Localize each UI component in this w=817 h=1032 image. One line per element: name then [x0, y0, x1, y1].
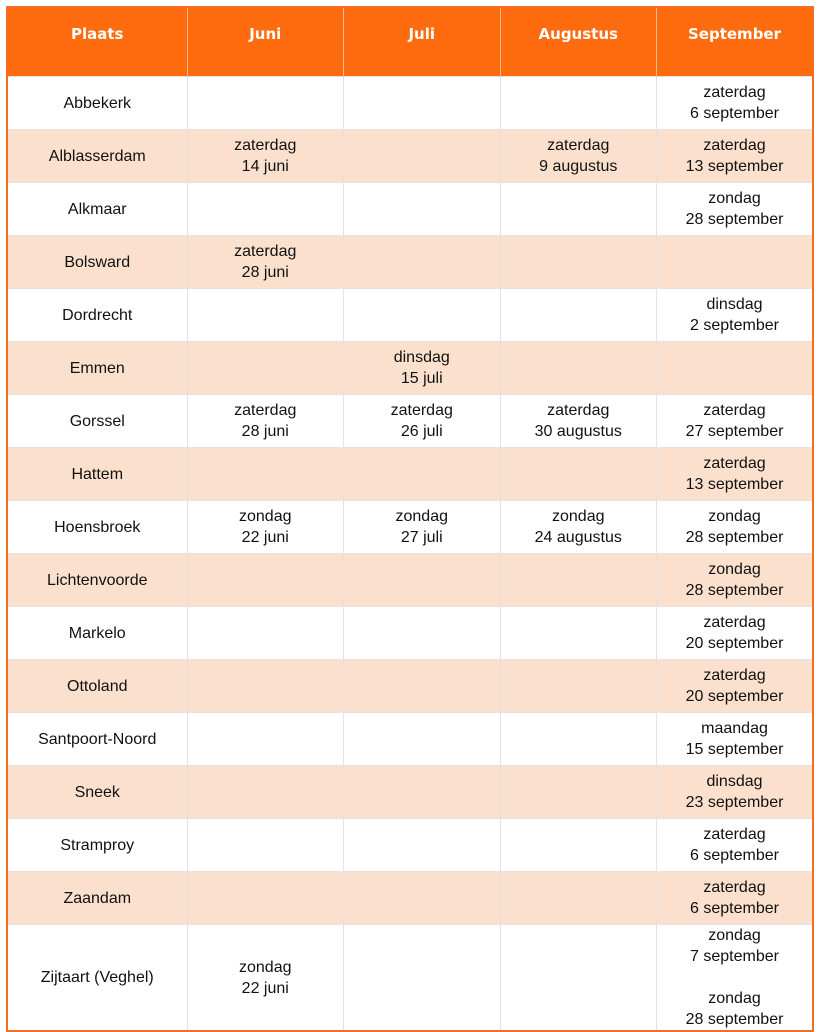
date-label: 13 september — [685, 476, 784, 493]
date-cell-juli — [344, 448, 501, 501]
date-cell-juli — [344, 77, 501, 130]
table-row — [7, 660, 813, 713]
place-cell: Stramproy — [7, 819, 187, 872]
date-entry — [657, 559, 812, 601]
header-row — [7, 7, 813, 77]
date-entry — [657, 82, 812, 124]
date-entry — [501, 506, 657, 548]
date-cell-augustus — [500, 77, 657, 130]
date-cell-augustus — [500, 554, 657, 607]
weekday-label: zondag — [239, 508, 292, 525]
date-cell-augustus — [500, 501, 657, 554]
date-cell-augustus — [500, 289, 657, 342]
table-row — [7, 766, 813, 819]
date-entry — [344, 347, 500, 389]
date-cell-augustus — [500, 236, 657, 289]
date-cell-augustus — [500, 819, 657, 872]
header-september: September — [657, 7, 814, 77]
place-cell: Hattem — [7, 448, 187, 501]
weekday-label: zaterdag — [703, 826, 766, 843]
date-cell-juli — [344, 342, 501, 395]
date-label: 15 september — [685, 741, 784, 758]
weekday-label: zaterdag — [703, 84, 766, 101]
place-cell: Dordrecht — [7, 289, 187, 342]
date-cell-juni — [187, 713, 344, 766]
date-cell-juni — [187, 395, 344, 448]
date-cell-juli — [344, 554, 501, 607]
date-cell-juli — [344, 130, 501, 183]
weekday-label: zaterdag — [234, 402, 297, 419]
date-cell-juni — [187, 766, 344, 819]
date-cell-augustus — [500, 766, 657, 819]
date-entry — [188, 241, 344, 283]
date-cell-juni — [187, 342, 344, 395]
date-label: 30 augustus — [534, 423, 622, 440]
weekday-label: zondag — [708, 508, 761, 525]
date-cell-juli — [344, 607, 501, 660]
place-cell: Bolsward — [7, 236, 187, 289]
table-row — [7, 448, 813, 501]
place-cell: Abbekerk — [7, 77, 187, 130]
date-label: 22 juni — [241, 529, 289, 546]
date-cell-juni — [187, 819, 344, 872]
date-cell-september — [657, 236, 814, 289]
date-entry — [657, 135, 812, 177]
date-cell-september — [657, 448, 814, 501]
date-entry — [344, 506, 500, 548]
date-label: 26 juli — [400, 423, 443, 440]
date-cell-juli — [344, 501, 501, 554]
place-cell: Lichtenvoorde — [7, 554, 187, 607]
date-cell-juli — [344, 183, 501, 236]
date-label: 24 augustus — [534, 529, 622, 546]
date-cell-augustus — [500, 183, 657, 236]
date-cell-juli — [344, 872, 501, 925]
weekday-label: maandag — [701, 720, 768, 737]
date-cell-juni — [187, 130, 344, 183]
table-row — [7, 183, 813, 236]
date-cell-augustus — [500, 872, 657, 925]
date-cell-juli — [344, 819, 501, 872]
place-cell: Zijtaart (Veghel) — [7, 925, 187, 1032]
table-row — [7, 236, 813, 289]
date-entry — [344, 400, 500, 442]
date-entry — [657, 400, 812, 442]
place-cell: Santpoort-Noord — [7, 713, 187, 766]
date-entry — [188, 506, 344, 548]
weekday-label: dinsdag — [393, 349, 450, 366]
date-cell-september — [657, 77, 814, 130]
header-juni: Juni — [187, 7, 344, 77]
date-cell-juli — [344, 713, 501, 766]
date-cell-juni — [187, 554, 344, 607]
date-cell-juli — [344, 925, 501, 1032]
date-label: 28 juni — [241, 423, 289, 440]
date-label: 20 september — [685, 635, 784, 652]
weekday-label: zondag — [552, 508, 605, 525]
date-label: 28 september — [685, 1011, 784, 1028]
table-body — [7, 77, 813, 1032]
date-cell-juni — [187, 289, 344, 342]
date-label: 9 augustus — [539, 158, 618, 175]
date-entry — [657, 771, 812, 813]
date-cell-juni — [187, 77, 344, 130]
date-label: 28 september — [685, 529, 784, 546]
weekday-label: zaterdag — [703, 879, 766, 896]
weekday-label: zaterdag — [390, 402, 453, 419]
date-label: 6 september — [690, 847, 779, 864]
date-cell-september — [657, 501, 814, 554]
date-cell-augustus — [500, 395, 657, 448]
date-cell-juni — [187, 448, 344, 501]
table-row — [7, 289, 813, 342]
date-cell-juli — [344, 766, 501, 819]
date-cell-september — [657, 289, 814, 342]
date-label: 22 juni — [241, 979, 289, 997]
weekday-label: zaterdag — [547, 137, 610, 154]
place-cell: Alkmaar — [7, 183, 187, 236]
date-label: 7 september — [690, 948, 779, 965]
date-cell-juni — [187, 183, 344, 236]
date-entry — [188, 135, 344, 177]
date-entry — [657, 453, 812, 495]
date-entry — [501, 400, 657, 442]
weekday-label: zondag — [708, 561, 761, 578]
date-cell-september — [657, 819, 814, 872]
table-row — [7, 395, 813, 448]
header-augustus: Augustus — [500, 7, 657, 77]
table-row — [7, 342, 813, 395]
weekday-label: zaterdag — [703, 402, 766, 419]
date-cell-september — [657, 660, 814, 713]
date-label: 23 september — [685, 794, 784, 811]
date-entry — [657, 925, 812, 967]
date-cell-juni — [187, 660, 344, 713]
place-cell: Zaandam — [7, 872, 187, 925]
date-label: 27 september — [685, 423, 784, 440]
place-cell: Markelo — [7, 607, 187, 660]
table-row — [7, 819, 813, 872]
weekday-label: dinsdag — [706, 296, 763, 313]
date-label: 13 september — [685, 158, 784, 175]
date-cell-juni — [187, 607, 344, 660]
date-cell-juni — [187, 872, 344, 925]
date-entry — [501, 135, 657, 177]
schedule-table — [6, 6, 814, 1032]
weekday-label: zondag — [708, 190, 761, 207]
date-cell-augustus — [500, 448, 657, 501]
weekday-label: zaterdag — [547, 402, 610, 419]
date-entry — [657, 612, 812, 654]
date-cell-augustus — [500, 925, 657, 1032]
weekday-label: dinsdag — [706, 773, 763, 790]
date-label: 15 juli — [400, 370, 443, 387]
weekday-label: zaterdag — [234, 137, 297, 154]
place-cell: Emmen — [7, 342, 187, 395]
table-row — [7, 872, 813, 925]
weekday-label: zondag — [708, 927, 761, 944]
date-entry — [657, 718, 812, 760]
date-label: 6 september — [690, 900, 779, 917]
place-cell: Hoensbroek — [7, 501, 187, 554]
date-cell-juni — [187, 501, 344, 554]
date-cell-september — [657, 183, 814, 236]
weekday-label: zondag — [708, 990, 761, 1007]
date-cell-augustus — [500, 713, 657, 766]
date-label: 20 september — [685, 688, 784, 705]
date-entry — [657, 877, 812, 919]
date-cell-september — [657, 130, 814, 183]
weekday-label: zaterdag — [703, 137, 766, 154]
weekday-label: zaterdag — [703, 667, 766, 684]
date-entry — [188, 400, 344, 442]
date-cell-september — [657, 713, 814, 766]
date-label: 28 juni — [241, 264, 289, 281]
date-label: 27 juli — [400, 529, 443, 546]
weekday-label: zondag — [239, 958, 292, 976]
date-cell-september — [657, 554, 814, 607]
weekday-label: zaterdag — [703, 455, 766, 472]
date-cell-augustus — [500, 342, 657, 395]
date-label: 2 september — [690, 317, 779, 334]
table-row — [7, 554, 813, 607]
header-juli: Juli — [344, 7, 501, 77]
weekday-label: zaterdag — [703, 614, 766, 631]
date-entry — [188, 957, 344, 999]
place-cell: Ottoland — [7, 660, 187, 713]
table-row — [7, 925, 813, 1032]
date-cell-juli — [344, 660, 501, 713]
date-cell-juli — [344, 236, 501, 289]
place-cell: Sneek — [7, 766, 187, 819]
date-label: 28 september — [685, 582, 784, 599]
date-entry — [657, 294, 812, 336]
date-cell-september — [657, 395, 814, 448]
date-entry — [657, 188, 812, 230]
date-cell-augustus — [500, 130, 657, 183]
date-label: 14 juni — [241, 158, 289, 175]
table-row — [7, 77, 813, 130]
date-entry — [657, 665, 812, 707]
header-plaats: Plaats — [7, 7, 187, 77]
date-label: 6 september — [690, 105, 779, 122]
table-row — [7, 607, 813, 660]
date-label: 28 september — [685, 211, 784, 228]
weekday-label: zondag — [395, 508, 448, 525]
date-cell-augustus — [500, 660, 657, 713]
date-cell-juli — [344, 395, 501, 448]
date-cell-augustus — [500, 607, 657, 660]
date-cell-juni — [187, 236, 344, 289]
date-cell-september — [657, 925, 814, 1032]
date-entry — [657, 824, 812, 866]
weekday-label: zaterdag — [234, 243, 297, 260]
place-cell: Alblasserdam — [7, 130, 187, 183]
date-cell-september — [657, 766, 814, 819]
date-cell-juni — [187, 925, 344, 1032]
date-cell-juli — [344, 289, 501, 342]
date-cell-september — [657, 607, 814, 660]
date-cell-september — [657, 342, 814, 395]
table-row — [7, 713, 813, 766]
table-row — [7, 130, 813, 183]
table-row — [7, 501, 813, 554]
date-cell-september — [657, 872, 814, 925]
place-cell: Gorssel — [7, 395, 187, 448]
date-entry — [657, 506, 812, 548]
